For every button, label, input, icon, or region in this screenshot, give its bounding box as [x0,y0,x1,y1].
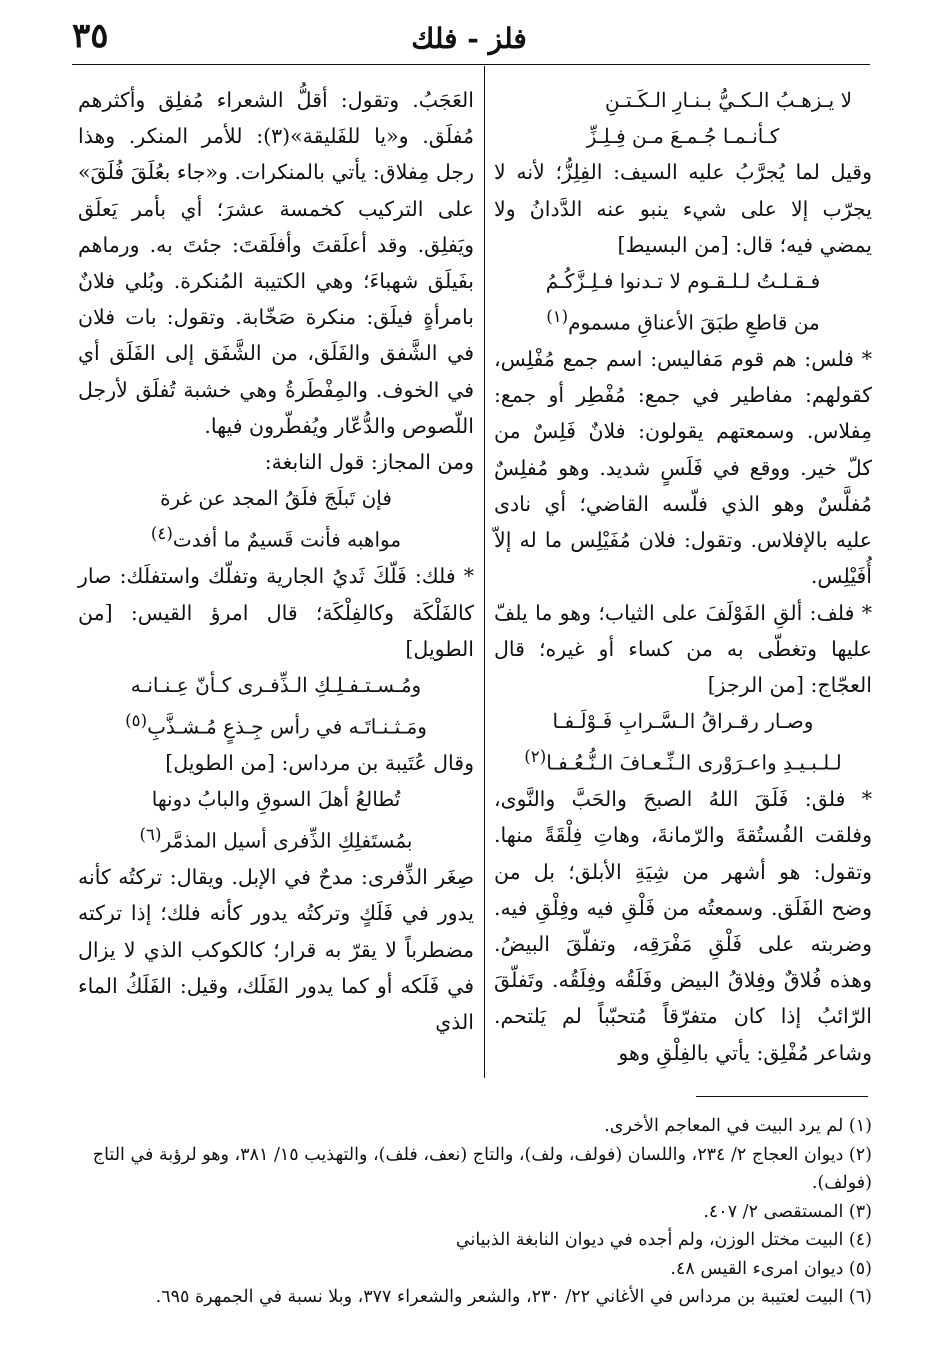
verse-line: تُطالعُ أهلَ السوقِ والبابُ دونها [151,787,401,812]
verse-line [78,817,474,859]
footnote: (٥) ديوان امرىء القيس ٤٨. [670,1258,872,1279]
footnote-ref: (٥) [125,711,148,731]
footnote-ref: (٤) [150,524,173,544]
page-header [70,14,868,64]
header-rule [72,64,870,65]
verse-line: فإن تَبلَجَ فلَقُ المجد عن غرة [160,486,392,511]
footnote-rule [696,1096,868,1097]
footnote-ref: (٦) [139,825,162,845]
verse-line: وصـار رقـراقُ الـسَّـرابِ فَـوْلَـفـا [552,709,814,734]
footnote: (٤) البيت مختل الوزن، ولم أجده في ديوان النابغة الذبياني [455,1230,872,1250]
footnote-ref: (١) [546,307,569,327]
column-divider [484,66,485,1078]
paragraph: صِغَر الذِّفرى: مدحٌ في الإبل. ويقال: تركتُه كأنه يدور في فَلَكٍ وتركتُه يدور كأنه فلك؛ إذا تركته مضطرباً لا يقرّ به قرار؛ كالكوكب الذي لا يزال في فَلَكه أو كما يدور الفَلَك، وقيل: الفَلَكُ الماء الذي [78,865,474,1035]
verse-line: فـقـلـتُ لـلـقـوم لا تـدنوا فـلِـزَّكُـمُ [545,269,821,294]
verse-text: من قاطعِ طبَقَ الأعناقِ مسموم [568,310,820,335]
paragraph: * فلك: فَلّكَ ثَديُ الجارية وتفلّك واستفلَك: صار كالفَلْكَة وكالفِلْكَة؛ قال امرؤ القيس: [من الطويل] [78,564,474,661]
verse-text: بمُستَفلِكِ الذِّفرى أسيل المذمَّر [161,829,413,854]
verse-line: لا يـزهـبُ الـكـيُّ بـنـارِ الـكَـتـنِ [604,88,852,112]
paragraph: وقيل لما يُجرَّبُ عليه السيف: الفِلِزُّ؛ لأنه لا يجرّب إلا على شيء ينبو عنه الدَّدانُ ولا يمضي فيه؛ قال: [من البسيط] [494,160,872,257]
verse-line: ومُـسـتـفـلِـكِ الـذِّفـرى كـأنّ عِـنـانـه [130,672,422,697]
paragraph: وقال عُتَيبة بن مرداس: [من الطويل] [165,750,474,775]
paragraph: ومن المجاز: قول النابغة: [264,450,474,475]
right-column [494,82,872,1071]
paragraph: * فلس: هم قوم مَفاليس: اسم جمع مُفْلِس، كقولهم: مفاطير في جمع: مُفْطِر أو جمع: مِفلاس. وسمعتهم يقولون: فلانٌ فَلِسٌ من كلّ خير. ووقع في فَلَسٍ شديد. وهو مُفلِسٌ مُفلَّسٌ وهو الذي فلّسه القاضي؛ أي نادى عليه بالإفلاس. وتقول: فلان مُفَيْلِس ما له إلاّ أُفَيْلِس. [494,347,872,589]
footnote: (٣) المستقصى ٢/ ٤٠٧. [703,1201,872,1222]
verse-line [78,703,474,745]
page-title: فلز - فلك [411,22,527,55]
verse-text: لـلـبـيـدِ واعـرَوْرى الـنِّـعـافَ الـنُّـعُـفـا [546,750,842,775]
verse-line [78,516,474,558]
footnote-ref: (٢) [524,747,547,767]
verse-line: كـأنـمـا جُـمـعَ مـن فِـلِـزِّ [586,124,780,149]
paragraph: العَجَبُ. وتقول: أقلُّ الشعراء مُفلِق وأكثرهم مُفلَق. و«يا للفَليقة»(٣): للأمر المنكر. وهذا رجل مِفلاق: يأتي بالمنكرات. و«جاء بعُلَقَ فُلَقَ» على التركيب كخمسة عشرَ؛ أي بأمر يَعلَق ويَفلِق. وقد أعلَقتَ وأفلَقتَ: جئتَ به. ورماهم بفَيلَق شهباءَ؛ وهي الكتيبة المُنكرة. وبُلي فلانٌ بامرأةٍ فيلَق: منكرة صَخّابة. وتقول: بات فلان في الشَّفق والفَلَق، من الشَّفَق إلى الفَلَق أي في الخوف. والمِفْطَرةُ وهي خشبة تُفلَق لأرجل اللّصوص والدُّعّار ويُفطّرون فيها. [78,88,474,438]
footnotes [72,1112,872,1312]
verse-text: ومَـثـنـاتَـه في رأس جِـذعٍ مُـشـذَّبِ [147,714,427,739]
verse-text: مواهبه فأنت قَسيمٌ ما أفدت [172,528,402,553]
verse-line [494,299,872,341]
page-number: ٣٥ [72,16,109,56]
footnote: (٢) ديوان العجاج ٢/ ٢٣٤، واللسان (فولف، ولف)، والتاج (نعف، فلف)، والتهذيب ١٥/ ٣٨١، وهو لرؤبة في التاج (فولف). [92,1144,872,1193]
paragraph: * فلف: ألقِ الفَوْلَفَ على الثياب؛ وهو ما يلفّ عليها وتغطّى به من كساء أو غيره؛ قال العجّاج: [من الرجز] [494,600,872,697]
verse-line [494,739,872,781]
footnote: (٦) البيت لعتيبة بن مرداس في الأغاني ٢٢/ ٢٣٠، والشعر والشعراء ٣٧٧، وبلا نسبة في الجمهرة ٦٩٥. [155,1287,872,1307]
left-column [78,82,474,1040]
paragraph: * فلق: فَلَقَ اللهُ الصبحَ والحَبَّ والنَّوى، وفلقت الفُستُقةَ والرّمانةَ، وهاتِ فِلْقَةً منها. وتقول: هو أشهر من شِيَةِ الأبلق؛ بل من وضح الفَلَق. وسمعتُه من فَلْقِ فيه وفِلْقِ فيه. وضربته على فَلْقِ مَفْرَقِه، وتفلّقَ البيضُ. وهذه فُلاقٌ وفِلاقُ البيض وفَلَقُه وفِلَقُه. وتَفلّقَ الرّائبُ إذا كان متفرّقاً مُتحبّباً لم يَلتحم. وشاعر مُفْلِق: يأتي بالفِلْقِ وهو [494,787,872,1065]
footnote: (١) لم يرد البيت في المعاجم الأخرى. [604,1116,872,1136]
